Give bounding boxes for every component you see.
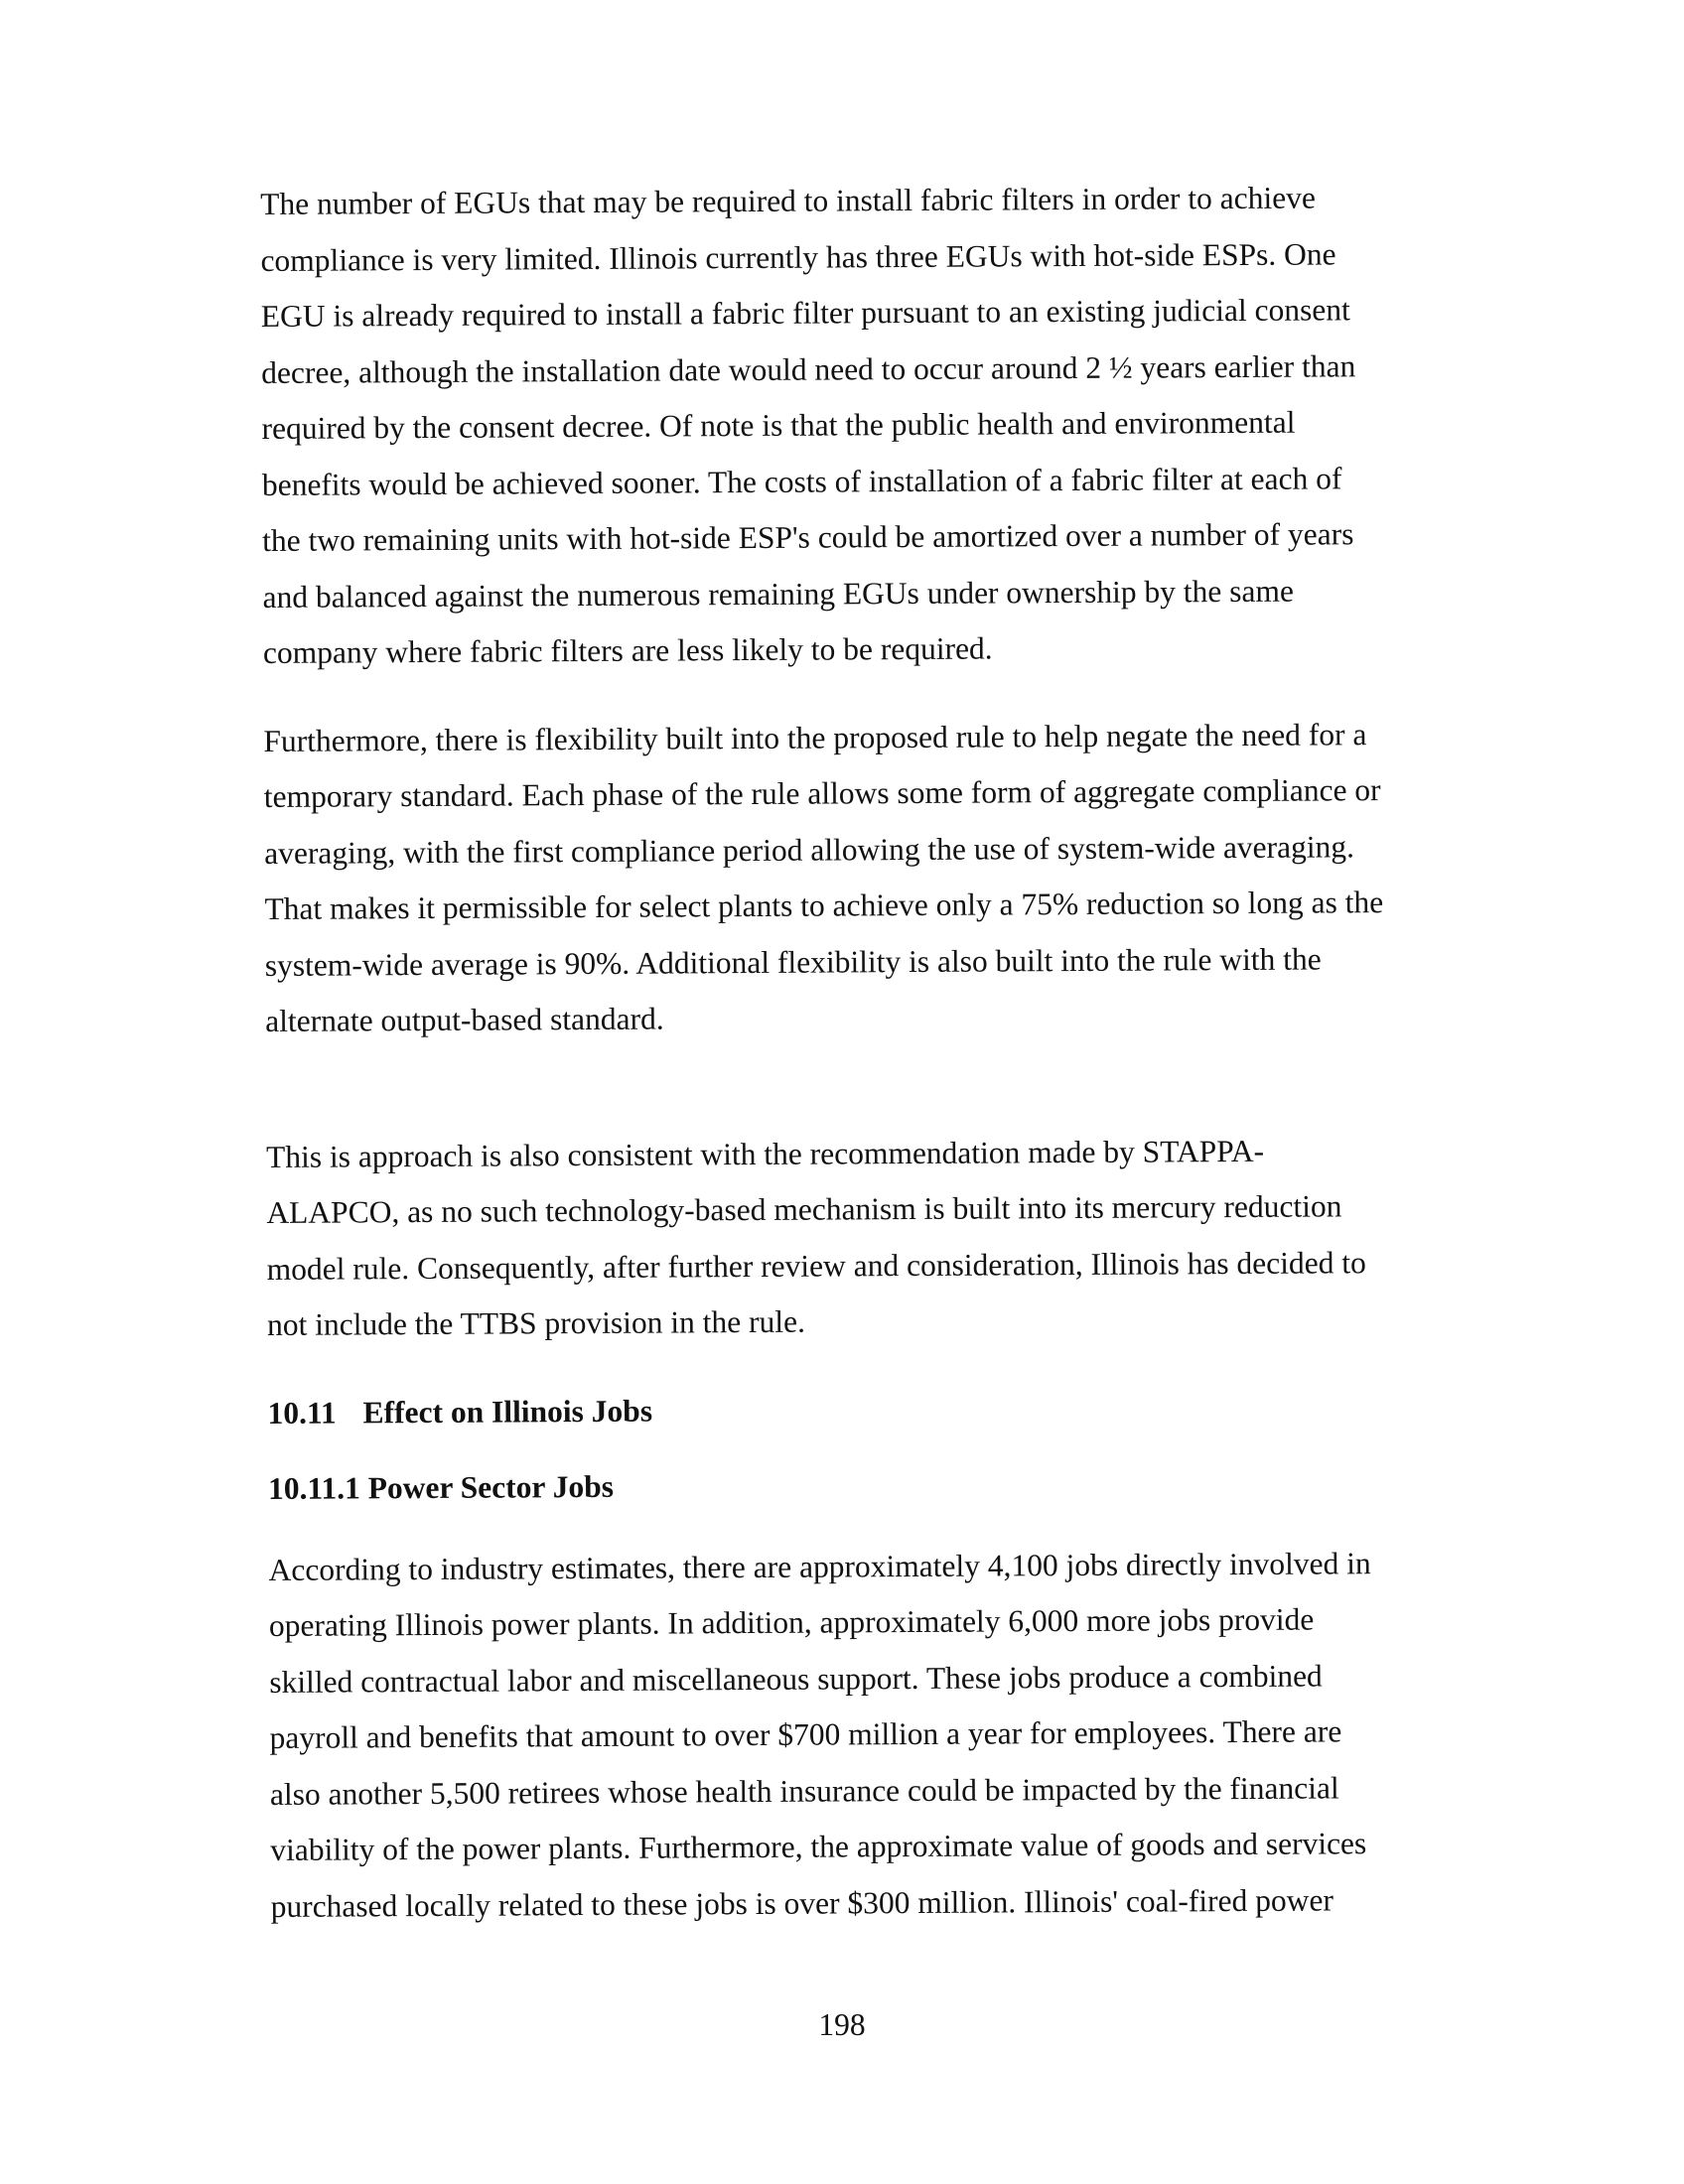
subsection-title: Power Sector Jobs bbox=[367, 1468, 615, 1505]
text-line: This is approach is also consistent with the recommendation made by STAPPA- bbox=[265, 1133, 1265, 1174]
text-line: the two remaining units with hot-side ESP's could be amortized over a number of years bbox=[262, 516, 1354, 558]
paragraph-flexibility bbox=[263, 706, 1447, 1049]
section-heading bbox=[267, 1386, 1449, 1433]
text-line: required by the consent decree. Of note is that the public health and environmental bbox=[261, 404, 1296, 446]
text-line: EGU is already required to install a fabric filter pursuant to an existing judicial consent bbox=[260, 292, 1350, 334]
text-line: temporary standard. Each phase of the rule allows some form of aggregate compliance or bbox=[263, 772, 1381, 814]
text-line: compliance is very limited. Illinois currently has three EGUs with hot-side ESPs. One bbox=[260, 235, 1336, 278]
text-line: not include the TTBS provision in the rule. bbox=[266, 1303, 806, 1342]
text-line: The number of EGUs that may be required to install fabric filters in order to achieve bbox=[260, 180, 1317, 221]
text-line: Furthermore, there is flexibility built into the proposed rule to help negate the need for a bbox=[263, 716, 1367, 758]
text-line: and balanced against the numerous remaining EGUs under ownership by the same bbox=[262, 573, 1295, 614]
text-line: ALAPCO, as no such technology-based mechanism is built into its mercury reduction bbox=[266, 1188, 1342, 1230]
text-line: alternate output-based standard. bbox=[265, 1001, 664, 1038]
text-line: company where fabric filters are less likely to be required. bbox=[262, 630, 993, 670]
text-line: also another 5,500 retirees whose health insurance could be impacted by the financial bbox=[269, 1769, 1339, 1812]
page-number: 198 bbox=[818, 2007, 866, 2042]
text-line: benefits would be achieved sooner. The costs of installation of a fabric filter at each of bbox=[261, 460, 1342, 502]
text-line: decree, although the installation date would need to occur around 2 ½ years earlier than bbox=[261, 347, 1356, 390]
page-body bbox=[260, 170, 1453, 1935]
paragraph-stappa-alapco bbox=[266, 1122, 1449, 1353]
text-line: payroll and benefits that amount to over $700 million a year for employees. There are bbox=[269, 1713, 1342, 1755]
text-line: operating Illinois power plants. In addition, approximately 6,000 more jobs provide bbox=[268, 1601, 1315, 1643]
paragraph-power-sector-jobs bbox=[268, 1535, 1452, 1935]
text-line: model rule. Consequently, after further review and consideration, Illinois has decided to bbox=[266, 1244, 1366, 1287]
subsection-heading bbox=[268, 1461, 1450, 1508]
subsection-number: 10.11.1 bbox=[267, 1469, 360, 1506]
text-line: According to industry estimates, there are approximately 4,100 jobs directly involved in bbox=[268, 1545, 1371, 1587]
text-line: purchased locally related to these jobs is over $300 million. Illinois' coal-fired power bbox=[270, 1881, 1333, 1924]
text-line: viability of the power plants. Furthermore, the approximate value of goods and services bbox=[270, 1826, 1367, 1867]
text-line: averaging, with the first compliance period allowing the use of system-wide averaging. bbox=[264, 828, 1355, 871]
section-title: Effect on Illinois Jobs bbox=[362, 1393, 653, 1430]
paragraph-fabric-filters bbox=[260, 170, 1445, 682]
section-number: 10.11 bbox=[267, 1395, 337, 1431]
text-line: system-wide average is 90%. Additional flexibility is also built into the rule with the bbox=[264, 940, 1322, 983]
text-line: skilled contractual labor and miscellaneous support. These jobs produce a combined bbox=[269, 1657, 1323, 1700]
text-line: That makes it permissible for select plants to achieve only a 75% reduction so long as the bbox=[264, 885, 1384, 926]
